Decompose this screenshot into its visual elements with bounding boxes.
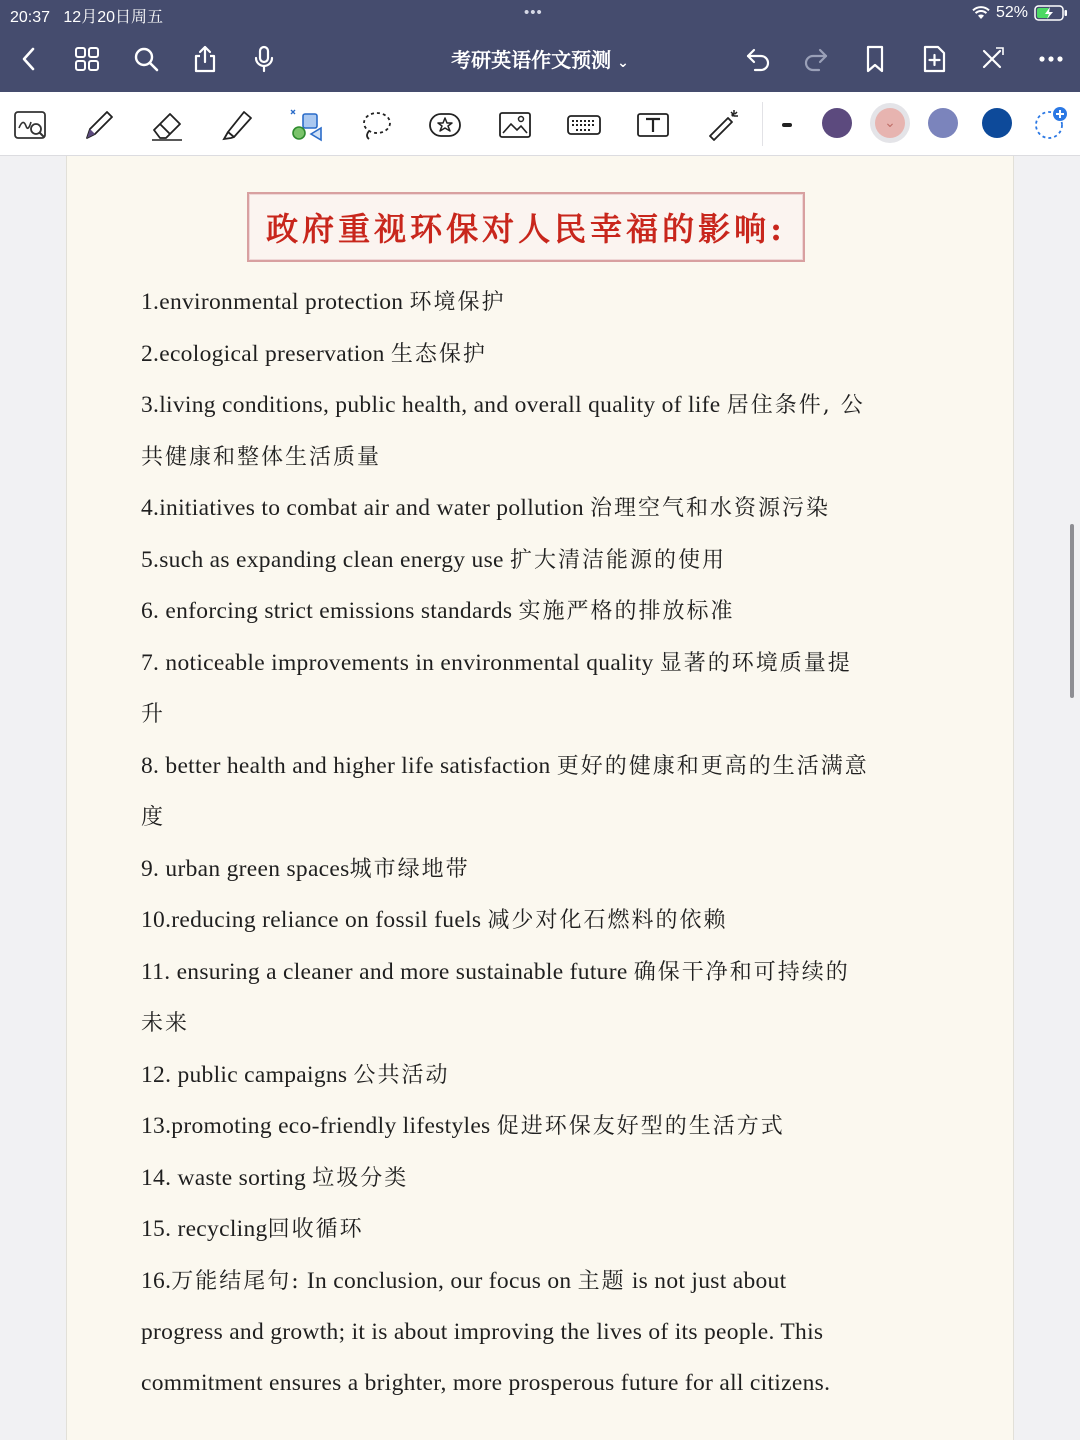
note-line (141, 998, 953, 1050)
note-line-english: 11. ensuring a cleaner and more sustainable future (141, 958, 634, 985)
title-chevron-down-icon: ⌄ (617, 55, 629, 71)
notes-list (141, 277, 953, 1408)
note-line-chinese: 生态保护 (390, 341, 487, 367)
note-line-english: 12. public campaigns (141, 1061, 354, 1088)
color-swatch-purple[interactable] (822, 108, 852, 138)
note-line (141, 741, 953, 793)
note-line-english: 7. noticeable improvements in environmental quality (141, 649, 660, 676)
shapes-icon (287, 106, 325, 144)
add-color-icon (1030, 104, 1068, 142)
note-line (141, 1256, 953, 1308)
note-line-english: 4.initiatives to combat air and water pollution (141, 495, 591, 521)
note-line (141, 483, 953, 535)
note-title: 政府重视环保对人民幸福的影响: (266, 210, 786, 248)
highlighter-tool[interactable] (216, 104, 258, 146)
note-line (141, 380, 953, 432)
note-line-chinese: 环境保护 (409, 290, 506, 315)
status-date: 12月20日周五 (63, 9, 163, 26)
note-line-english: 16. (141, 1267, 172, 1294)
note-line (141, 535, 953, 587)
selected-check-icon: ⌄ (884, 115, 896, 131)
top-navigation-bar (0, 0, 1080, 92)
note-line-english: 8. better health and higher life satisfaction (141, 752, 557, 779)
note-line-english: progress and growth; it is about improving the lives of its people. This (141, 1319, 824, 1345)
toolbar-divider (762, 102, 763, 146)
redo-icon (801, 44, 831, 74)
add-color-button[interactable] (1028, 102, 1070, 144)
note-line-english: 10.reducing reliance on fossil fuels (141, 907, 488, 933)
pen-icon (79, 106, 117, 144)
close-tools-button[interactable] (973, 40, 1011, 78)
note-line-chinese: 垃圾分类 (312, 1165, 409, 1191)
note-line-chinese: 扩大清洁能源的使用 (509, 547, 726, 573)
note-line (141, 1204, 953, 1256)
note-line-english: is not just about (625, 1267, 787, 1294)
note-line-english: 1.environmental protection (141, 289, 410, 315)
note-line-english: 15. recycling (141, 1216, 268, 1242)
note-line (141, 689, 953, 741)
note-line (141, 1050, 953, 1102)
note-line-english: 2.ecological preservation (141, 340, 391, 367)
note-line (141, 947, 953, 999)
note-line-chinese: 城市绿地带 (349, 856, 470, 882)
image-tool[interactable] (494, 104, 536, 146)
notebook-page[interactable] (66, 156, 1014, 1440)
note-line-chinese: 主题 (577, 1268, 626, 1294)
note-line-chinese: 居住条件, 公 (726, 393, 865, 418)
note-line-chinese: 治理空气和水资源污染 (590, 496, 831, 521)
color-swatch-periwinkle[interactable] (928, 108, 958, 138)
color-swatch-blue[interactable] (982, 108, 1012, 138)
note-line-chinese: 未来 (141, 1011, 190, 1036)
drawing-toolbar (0, 92, 1080, 156)
note-line-chinese: 升 (141, 702, 166, 727)
note-line-english: 9. urban green spaces (141, 855, 350, 882)
redo-button[interactable] (797, 40, 835, 78)
document-title: 考研英语作文预测 (451, 48, 612, 72)
shape-tool[interactable] (285, 104, 327, 146)
add-page-icon (919, 44, 949, 74)
pen-tool[interactable] (77, 104, 119, 146)
note-line (141, 1101, 953, 1153)
note-line (141, 638, 953, 690)
highlighter-icon (218, 106, 256, 144)
note-line-chinese: 回收循环 (267, 1217, 364, 1242)
bookmark-button[interactable] (856, 40, 894, 78)
status-bar-clock (10, 4, 163, 27)
status-bar-right (972, 4, 1068, 22)
add-page-button[interactable] (915, 40, 953, 78)
note-line-chinese: 度 (141, 805, 166, 830)
text-box-tool[interactable] (632, 104, 674, 146)
zoom-window-tool[interactable] (9, 104, 51, 146)
keyboard-tool[interactable] (563, 104, 605, 146)
more-button[interactable] (1032, 40, 1070, 78)
note-line (141, 277, 953, 329)
note-line-chinese: 公共活动 (353, 1062, 450, 1088)
sticker-icon (426, 106, 464, 144)
text-box-icon (634, 106, 672, 144)
note-line-chinese: 减少对化石燃料的依赖 (487, 908, 728, 933)
note-line-english: 6. enforcing strict emissions standards (141, 598, 519, 624)
laser-pointer-tool[interactable] (702, 104, 744, 146)
note-line-chinese: 共健康和整体生活质量 (141, 444, 382, 470)
note-line-chinese: 确保干净和可持续的 (633, 959, 850, 985)
eraser-icon (148, 106, 186, 144)
note-line (141, 432, 953, 484)
battery-charging-icon (1034, 5, 1068, 21)
eraser-tool[interactable] (146, 104, 188, 146)
more-icon (1036, 44, 1066, 74)
wifi-icon (972, 6, 990, 20)
image-icon (496, 106, 534, 144)
note-line-english: 14. waste sorting (141, 1164, 313, 1191)
vertical-scrollbar[interactable] (1070, 524, 1074, 698)
note-line-english: In conclusion, our focus on (300, 1267, 578, 1294)
note-line-english: commitment ensures a brighter, more prosperous future for all citizens. (141, 1369, 831, 1396)
note-title-box (247, 192, 805, 262)
note-line (141, 792, 953, 844)
note-line (141, 586, 953, 638)
keyboard-icon (565, 106, 603, 144)
note-line-chinese: 万能结尾句: (171, 1268, 301, 1294)
note-line (141, 329, 953, 381)
note-line (141, 1307, 953, 1358)
note-line-chinese: 促进环保友好型的生活方式 (496, 1114, 785, 1139)
note-line-english: 5.such as expanding clean energy use (141, 546, 510, 573)
note-line (141, 844, 953, 896)
close-x-icon (977, 44, 1007, 74)
bookmark-icon (860, 44, 890, 74)
note-line-english: 3.living conditions, public health, and overall quality of life (141, 392, 727, 418)
status-time: 20:37 (10, 9, 51, 26)
note-line-chinese: 实施严格的排放标准 (518, 599, 735, 624)
undo-button[interactable] (739, 40, 777, 78)
note-line-english: 13.promoting eco-friendly lifestyles (141, 1113, 497, 1139)
magnifier-icon (11, 106, 49, 144)
lasso-tool[interactable] (355, 104, 397, 146)
note-line (141, 895, 953, 947)
sticker-tool[interactable] (424, 104, 466, 146)
laser-pointer-icon (704, 106, 742, 144)
note-line (141, 1358, 953, 1409)
color-swatch-pink[interactable] (875, 108, 905, 138)
multitasking-dots[interactable]: ••• (524, 4, 543, 21)
lasso-icon (357, 106, 395, 144)
battery-percent: 52% (995, 4, 1028, 21)
note-line-chinese: 更好的健康和更高的生活满意 (556, 753, 869, 779)
undo-icon (743, 44, 773, 74)
stroke-width-button[interactable] (766, 104, 808, 146)
note-line-chinese: 显著的环境质量提 (659, 650, 852, 676)
stroke-width-icon (768, 106, 806, 144)
note-line (141, 1153, 953, 1205)
